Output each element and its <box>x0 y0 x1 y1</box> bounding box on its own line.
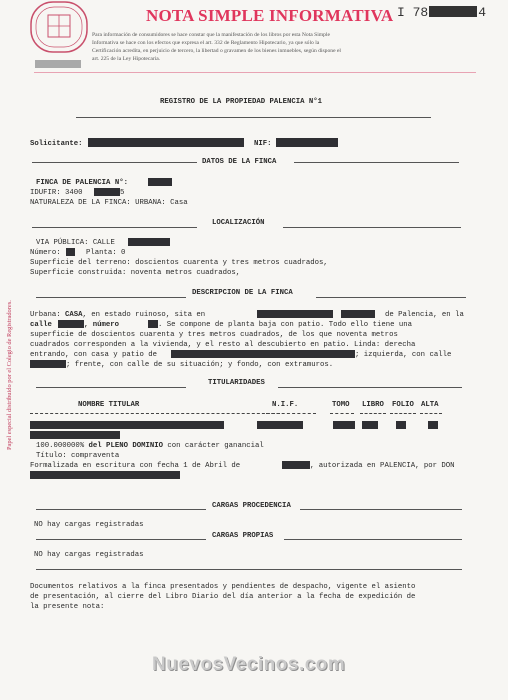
section-rule <box>36 387 186 388</box>
redaction <box>341 310 375 318</box>
registry-divider <box>76 117 431 118</box>
redaction <box>94 188 120 196</box>
doc-code: I 78 4 <box>397 5 487 20</box>
col-rule <box>330 413 354 414</box>
col-rule <box>390 413 416 414</box>
side-text: Papel especial distribuido por el Colegio de Registradores. <box>6 300 13 450</box>
section-localizacion: LOCALIZACIÓN <box>212 219 265 227</box>
redaction <box>148 320 158 328</box>
descripcion-line-2: . Se compone de planta baja con patio. Todo ello tiene una <box>158 321 412 329</box>
redaction <box>276 138 338 147</box>
redaction <box>362 421 378 429</box>
col-rule <box>30 413 280 414</box>
documentos-line-2: de presentación, al cierre del Libro Diario del día anterior a la fecha de expedición de <box>30 593 416 601</box>
col-rule <box>360 413 386 414</box>
redaction <box>66 248 75 256</box>
col-folio: FOLIO <box>392 401 414 409</box>
via-publica: VIA PÚBLICA: CALLE <box>36 239 115 247</box>
redaction <box>148 178 172 186</box>
calle-label: calle <box>30 321 52 329</box>
registry-name: REGISTRO DE LA PROPIEDAD PALENCIA N°1 <box>160 98 323 106</box>
col-nombre-titular: NOMBRE TITULAR <box>78 401 140 409</box>
section-rule <box>278 387 462 388</box>
redaction <box>88 138 244 147</box>
section-rule <box>294 162 459 163</box>
redaction <box>282 461 310 469</box>
solicitante-label: Solicitante: <box>30 140 83 148</box>
header-divider <box>34 72 476 73</box>
dominio-line: 100.000000% del PLENO DOMINIO con carácter ganancial <box>36 442 264 450</box>
idufir-label: IDUFIR: 3400 <box>30 189 83 197</box>
superficie-terreno: Superficie del terreno: doscientos cuarenta y tres metros cuadrados, <box>30 259 328 267</box>
redaction <box>128 238 170 246</box>
cargas-propias-text: NO hay cargas registradas <box>34 551 144 559</box>
descripcion-line-5-end: ; izquierda, con calle <box>355 351 452 359</box>
redaction <box>396 421 406 429</box>
document-title: NOTA SIMPLE INFORMATIVA <box>146 6 394 25</box>
section-rule <box>36 297 186 298</box>
section-cargas-procedencia: CARGAS PROCEDENCIA <box>212 502 291 510</box>
redaction <box>30 471 180 479</box>
section-rule <box>284 539 462 540</box>
titulo: Título: compraventa <box>36 452 120 460</box>
redaction <box>257 310 333 318</box>
descripcion-line-1-end: de Palencia, en la <box>385 311 464 319</box>
col-nif: N.I.F. <box>272 401 299 409</box>
naturaleza: NATURALEZA DE LA FINCA: URBANA: Casa <box>30 199 188 207</box>
descripcion-line-4: cuadrados corresponden a la vivienda, y el resto al descubierto en patio. Linda: derecha <box>30 341 416 349</box>
numero-label: Número: <box>30 249 61 257</box>
col-alta: ALTA <box>421 401 439 409</box>
documentos-line-3: la presente nota: <box>30 603 105 611</box>
redaction <box>30 360 66 368</box>
superficie-construida: Superficie construida: noventa metros cuadrados, <box>30 269 241 277</box>
col-rule <box>266 413 316 414</box>
section-rule <box>283 227 461 228</box>
col-tomo: TOMO <box>332 401 350 409</box>
descripcion-line-1: Urbana: CASA, en estado ruinoso, sita en <box>30 311 206 319</box>
autorizada: , autorizada en PALENCIA, por DON <box>310 462 455 470</box>
cargas-procedencia-text: NO hay cargas registradas <box>34 521 144 529</box>
registradores-seal <box>30 1 88 53</box>
section-datos: DATOS DE LA FINCA <box>202 158 277 166</box>
section-cargas-propias: CARGAS PROPIAS <box>212 532 274 540</box>
section-rule <box>36 569 462 570</box>
redaction <box>30 421 224 429</box>
section-rule <box>36 509 206 510</box>
descripcion-line-3: superficie de doscientos cuarenta y tres metros cuadrados, de los que noventa metros <box>30 331 398 339</box>
descripcion-line-5: entrando, con casa y patio de <box>30 351 157 359</box>
finca-label: FINCA DE PALENCIA N°: <box>36 179 128 187</box>
redaction <box>257 421 303 429</box>
planta: Planta: 0 <box>86 249 126 257</box>
col-libro: LIBRO <box>362 401 384 409</box>
redaction <box>333 421 355 429</box>
section-rule <box>300 509 462 510</box>
col-rule <box>420 413 442 414</box>
redaction <box>30 431 120 439</box>
redaction <box>428 421 438 429</box>
section-titularidades: TITULARIDADES <box>208 379 265 387</box>
section-rule <box>36 539 206 540</box>
section-descripcion: DESCRIPCION DE LA FINCA <box>192 289 293 297</box>
legal-notice: Para información de consumidores se hace constar que la manifestación de los libros por esta Nota Simple Informativa se hace con los efectos que expresa el art. 332 de Reglamento Hipotecario, ya que sólo la Certificación acredita, en perjuicio de tercero, la libertad o gravamen de los bienes inmuebles, según dispone el art. 225 de la Ley Hipotecaria. <box>92 32 341 62</box>
numero-inline: , número <box>84 321 120 329</box>
nif-label: NIF: <box>254 140 272 148</box>
watermark: NuevosVecinos.com <box>152 654 346 675</box>
stamp-mark <box>35 60 81 68</box>
documentos-line-1: Documentos relativos a la finca presentados y pendientes de despacho, vigente el asiento <box>30 583 416 591</box>
section-rule <box>316 297 466 298</box>
formalizada: Formalizada en escritura con fecha 1 de Abril de <box>30 462 241 470</box>
section-rule <box>32 162 197 163</box>
redaction <box>429 6 477 17</box>
idufir-suffix: 5 <box>120 189 125 197</box>
redaction <box>58 320 84 328</box>
section-rule <box>32 227 197 228</box>
descripcion-line-6: ; frente, con calle de su situación; y fondo, con extramuros. <box>66 361 334 369</box>
redaction <box>171 350 355 358</box>
